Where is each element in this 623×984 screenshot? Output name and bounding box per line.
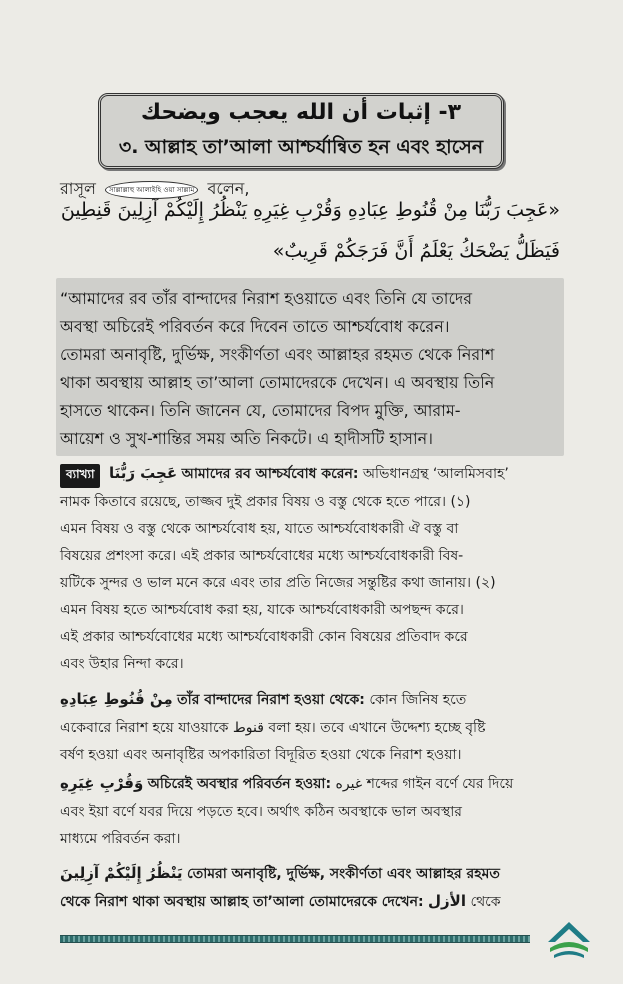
chapter-title-arabic: ٣- إثبات أن الله يعجب ويضحك (140, 100, 462, 125)
term-arabic: يَنْظُرُ إِلَيْكُمْ آزِلِينَ (60, 864, 183, 882)
salawat-seal: সাল্লাল্লাহু আলাইহি ওয়া সাল্লাম (105, 181, 198, 199)
publisher-logo-icon (540, 918, 598, 964)
hadith-arabic-line-1: «عَجِبَ رَبُّنَا مِنْ قُنُوطِ عِبَادِهِ وَقُرْبِ غِيَرِهِ يَنْظُرُ إِلَيْكُمْ آزِلِينَ قَنِطِينَ (60, 199, 560, 221)
explanation-line: এমন বিষয় হতে আশ্চর্যবোধ করা হয়, যাকে আশ্চর্যবোধকারী অপছন্দ করে। (60, 602, 464, 618)
explanation-term-line (60, 688, 560, 712)
term-text: غيره শব্দের গাইন বর্ণে যের দিয়ে (335, 776, 514, 792)
hadith-arabic-line-2: فَيَظَلُّ يَضْحَكُ يَعْلَمُ أَنَّ فَرَجَكُمْ قَرِيبٌ» (272, 240, 560, 262)
explanation-text: অভিধানগ্রন্থ ‘আলমিসবাহ’ (362, 466, 509, 482)
explanation-heading-line (60, 462, 560, 488)
explanation-term-meaning: আমাদের রব আশ্চর্যবোধ করেন: (181, 466, 359, 482)
explanation-line: নামক কিতাবে রয়েছে, তাজ্জব দুই প্রকার বিষয় ও বস্তু থেকে হতে পারে। (১) (60, 494, 471, 510)
logo-base-shape (554, 951, 584, 958)
explanation-line: য়টিকে সুন্দর ও ভাল মনে করে এবং তার প্রতি নিজের সন্তুষ্টির কথা জানায়। (২) (60, 575, 496, 591)
term-meaning: অচিরেই অবস্থার পরিবর্তন হওয়া: (147, 776, 332, 792)
explanation-line: এবং উহার নিন্দা করে। (60, 656, 184, 672)
footer-rule (60, 935, 530, 943)
said-text: বলেন, (207, 179, 250, 198)
explanation-line: মাধ্যমে পরিবর্তন করা। (60, 831, 181, 847)
explanation-line: এবং ইয়া বর্ণে যবর দিয়ে পড়তে হবে। অর্থাৎ কঠিন অবস্থাকে ভাল অবস্থার (60, 804, 462, 820)
translation-line: “আমাদের রব তাঁর বান্দাদের নিরাশ হওয়াতে এবং তিনি যে তাদের (60, 289, 473, 308)
explanation-term-arabic: عَجِبَ رَبُّنَا (108, 464, 178, 482)
term-arabic: وَقُرْبِ غِيَرِهِ (60, 774, 144, 792)
translation-line: অবস্থা অচিরেই পরিবর্তন করে দিবেন তাতে আশ্চর্যবোধ করেন। (60, 317, 450, 336)
translation-line: হাসতে থাকেন। তিনি জানেন যে, তোমাদের বিপদ মুক্তি, আরাম- (60, 401, 461, 420)
chapter-title-box (98, 93, 504, 169)
explanation-badge: ব্যাখ্যা (60, 464, 100, 488)
explanation-term-line-cont (60, 890, 560, 914)
logo-roof-shape (548, 922, 590, 942)
explanation-line: বিষয়ের প্রশংসা করে। এই প্রকার আশ্চর্যবোধের মধ্যে আশ্চর্যবোধকারী বিষ- (60, 548, 464, 564)
term-arabic: مِنْ قُنُوطِ عِبَادِهِ (60, 690, 173, 708)
chapter-title-bengali: ৩. আল্লাহ তা’আলা আশ্চর্যান্বিত হন এবং হাসেন (118, 136, 484, 158)
term-arabic-root: الأزل (428, 892, 466, 910)
term-meaning-cont: থেকে নিরাশ থাকা অবস্থায় আল্লাহ তা’আলা তোমাদেরকে দেখেন: (60, 894, 424, 910)
explanation-line: বর্ষণ হওয়া এবং অনাবৃষ্টির অপকারিতা বিদূরিত হওয়া থেকে নিরাশ হওয়া। (60, 747, 462, 763)
translation-line: আয়েশ ও সুখ-শান্তির সময় অতি নিকটে। এ হাদীসটি হাসান। (60, 429, 433, 448)
translation-line: তোমরা অনাবৃষ্টি, দুর্ভিক্ষ, সংকীর্ণতা এবং আল্লাহর রহমত থেকে নিরাশ (60, 345, 495, 364)
term-meaning: তাঁর বান্দাদের নিরাশ হওয়া থেকে: (177, 692, 365, 708)
explanation-line: এই প্রকার আশ্চর্যবোধের মধ্যে আশ্চর্যবোধকারী কোন বিষয়ের প্রতিবাদ করে (60, 629, 468, 645)
term-text: থেকে (470, 894, 501, 910)
term-text: কোন জিনিষ হতে (369, 692, 467, 708)
explanation-line: একেবারে নিরাশ হয়ে যাওয়াকে قنوط বলা হয়। তবে এখানে উদ্দেশ্য হচ্ছে বৃষ্টি (60, 720, 486, 736)
term-meaning: তোমরা অনাবৃষ্টি, দুর্ভিক্ষ, সংকীর্ণতা এবং আল্লাহর রহমত (187, 866, 500, 882)
explanation-term-line (60, 772, 560, 796)
logo-book-shape (550, 942, 588, 952)
translation-line: থাকা অবস্থায় আল্লাহ তা’আলা তোমাদেরকে দেখেন। এ অবস্থায় তিনি (60, 373, 495, 392)
explanation-line: এমন বিষয় ও বস্তু থেকে আশ্চর্যবোধ হয়, যাতে আশ্চর্যবোধকারী ঐ বস্তু বা (60, 521, 459, 537)
narrator-prefix: রাসূল (60, 179, 96, 198)
explanation-term-line (60, 862, 560, 886)
